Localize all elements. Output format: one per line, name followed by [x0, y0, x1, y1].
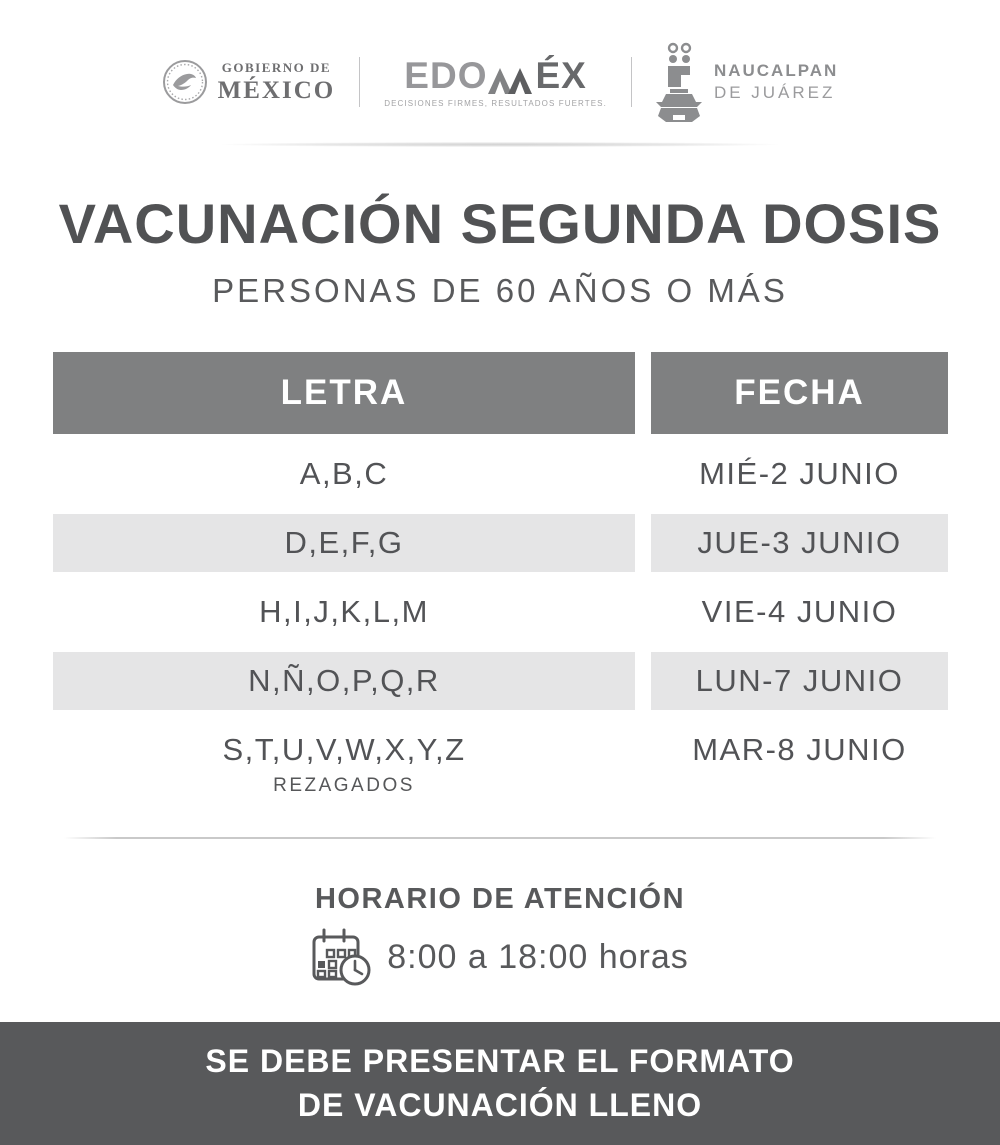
letra-text: S,T,U,V,W,X,Y,Z — [222, 732, 466, 767]
table-row — [53, 445, 948, 503]
gobierno-mexico-logo — [162, 59, 336, 105]
letra-cell: A,B,C — [299, 456, 389, 491]
naucalpan-glyph-icon — [656, 42, 702, 122]
opening-hours-heading: HORARIO DE ATENCIÓN — [314, 883, 686, 915]
table-row — [53, 652, 948, 710]
fecha-cell: JUE-3 JUNIO — [651, 514, 948, 572]
fecha-text: MAR-8 JUNIO — [692, 732, 907, 767]
fecha-cell: MIÉ-2 JUNIO — [699, 456, 900, 491]
letra-cell: H,I,J,K,L,M — [259, 594, 429, 629]
page-title: VACUNACIÓN SEGUNDA DOSIS — [58, 192, 942, 255]
column-header-letra: LETRA — [53, 352, 635, 434]
edomex-logo — [384, 54, 607, 108]
opening-hours-section — [0, 883, 1000, 986]
footer-line2: DE VACUNACIÓN LLENO — [297, 1087, 703, 1123]
gobierno-mexico-wordmark — [218, 60, 336, 105]
gobierno-mexico-seal-icon — [162, 59, 208, 105]
edomex-wordmark-right: ÉX — [535, 54, 587, 96]
table-row — [53, 583, 948, 641]
header-divider — [222, 142, 778, 147]
naucalpan-logo — [656, 42, 838, 122]
naucalpan-wordmark — [714, 61, 838, 103]
table-row — [53, 514, 948, 572]
letra-cell — [53, 721, 635, 797]
fecha-cell: LUN-7 JUNIO — [651, 652, 948, 710]
edomex-wordmark-left: EDO — [404, 54, 488, 96]
table-header-row — [53, 352, 948, 434]
logo-header — [0, 0, 1000, 124]
schedule-table — [53, 352, 948, 797]
naucalpan-line1: NAUCALPAN — [713, 61, 839, 80]
opening-hours-row — [0, 928, 1000, 986]
logo-separator — [631, 57, 632, 107]
footer-line1: SE DEBE PRESENTAR EL FORMATO — [205, 1043, 795, 1079]
logo-separator — [359, 57, 360, 107]
fecha-cell: VIE-4 JUNIO — [701, 594, 898, 629]
edomex-wordmark — [404, 54, 587, 96]
letra-cell: D,E,F,G — [53, 514, 635, 572]
edomex-m-icon — [488, 66, 534, 94]
fecha-cell — [651, 721, 948, 797]
letra-cell: N,Ñ,O,P,Q,R — [53, 652, 635, 710]
table-row — [53, 721, 948, 797]
calendar-clock-icon — [311, 928, 373, 986]
opening-hours-text: 8:00 a 18:00 horas — [387, 937, 689, 976]
gobierno-line1: GOBIERNO DE — [221, 59, 332, 75]
gobierno-line2: MÉXICO — [217, 76, 336, 104]
letra-note: REZAGADOS — [273, 775, 415, 796]
column-header-fecha: FECHA — [651, 352, 948, 434]
naucalpan-line2: DE JUÁREZ — [713, 83, 836, 102]
section-divider — [64, 837, 936, 839]
edomex-tagline: DECISIONES FIRMES, RESULTADOS FUERTES. — [384, 98, 607, 108]
footer-banner — [0, 1022, 1000, 1145]
page-subtitle: PERSONAS DE 60 AÑOS O MÁS — [212, 272, 788, 309]
